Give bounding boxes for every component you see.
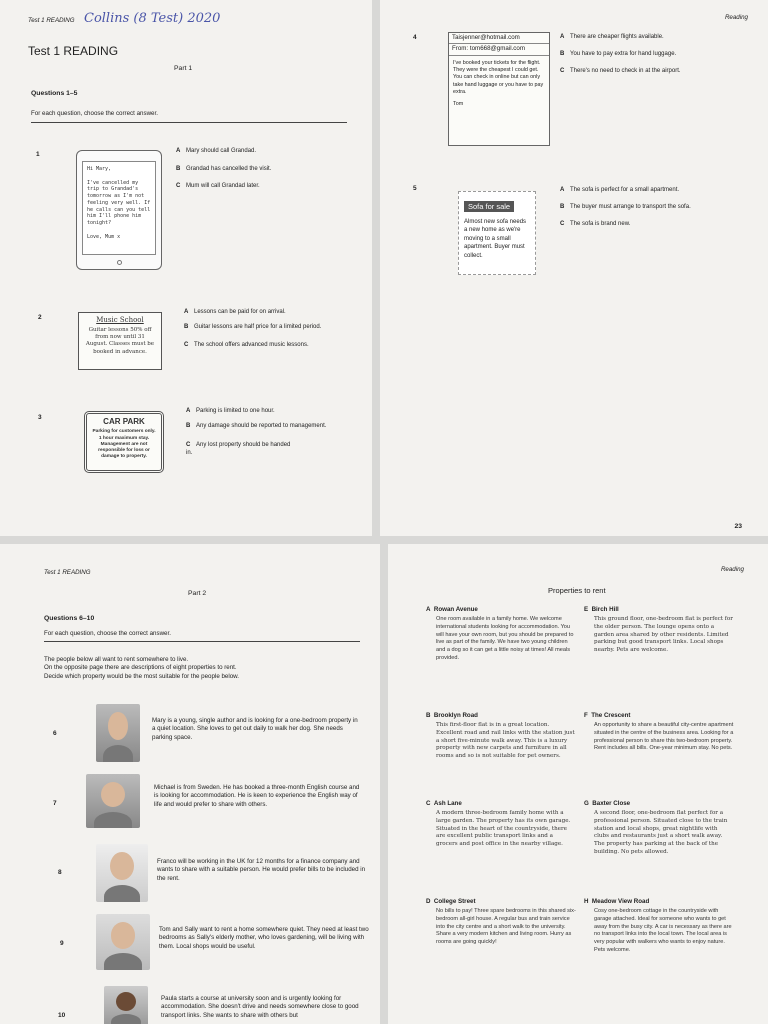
email-message	[448, 32, 550, 146]
person-description: Mary is a young, single author and is looking for a one-bedroom property in a quiet location. She loves to get out daily to walk her dog. She needs parking space.	[152, 717, 358, 741]
sofa-for-sale-note	[458, 191, 536, 275]
question-number: 10	[58, 1012, 66, 1019]
property-description: Cosy one-bedroom cottage in the countryside with garage attached. Ideal for someone who wants to get away from the busy city. A car is necessary as there are no transport links into the local town. The local area is very popular with walkers who wants to enjoy nature. Pets welcome.	[594, 908, 732, 954]
property-b: B Brooklyn Road This first-floor flat is in a great location. Excellent road and rail links with the station just a short five-minute walk away. This is a luxury property with new carpets and furniture in all rooms and so is not suitable for pet owners.	[426, 712, 575, 760]
question-number: 7	[53, 800, 57, 807]
property-name: Brooklyn Road	[433, 712, 478, 719]
property-a: A Rowan Avenue One room available in a family home. We welcome international students looking for accommodation. You will have your own room, but you should be prepared to live as part of the family. We have two young children and a dog so it can get a little noisy at times! All meals provided.	[426, 606, 576, 663]
email-to: Taisjenner@hotmail.com	[449, 33, 549, 44]
option-a: A Parking is limited to one hour.	[186, 408, 275, 414]
home-button-icon	[117, 260, 122, 265]
property-name: Meadow View Road	[591, 898, 650, 905]
property-g: G Baxter Close A second floor, one-bedroom flat perfect for a professional person. Situated close to the train station and local shops, great nightlife with clubs and restaurants just a short walk away. The property has parking at the back of the building. No pets allowed.	[584, 800, 734, 857]
option-c: C The school offers advanced music lessons.	[184, 342, 309, 348]
part-heading: Part 1	[174, 65, 193, 72]
person-photo	[96, 844, 148, 902]
property-description: This first-floor flat is in a great location. Excellent road and rail links with the station just a short five-minute walk away. This is a luxury property with new carpets and furniture in all rooms and so is not suitable for pet owners.	[436, 722, 575, 760]
property-name: Baxter Close	[592, 800, 631, 807]
option-a: A Mary should call Grandad.	[176, 148, 257, 154]
option-b: B Guitar lessons are half price for a limited period.	[184, 324, 322, 330]
question-number: 3	[38, 414, 42, 421]
property-h: H Meadow View Road Cosy one-bedroom cottage in the countryside with garage attached. Ideal for someone who wants to get away from the busy city. A car is necessary as there are no transport links into the local town. The local area is very popular with walkers who wants to enjoy nature. Pets welcome.	[584, 898, 734, 955]
option-b: B Any damage should be reported to management.	[186, 423, 327, 429]
person-description: Tom and Sally want to rent a home somewhere quiet. They need at least two bedrooms as Sally's elderly mother, who loves gardening, will be living with them. Local shops would be useful.	[159, 926, 369, 950]
question-number: 5	[413, 185, 417, 192]
property-name: Rowan Avenue	[433, 606, 478, 613]
email-from: From: tom668@gmail.com	[449, 44, 549, 55]
property-description: A second floor, one-bedroom flat perfect for a professional person. Situated close to the train station and local shops, great nightlife with clubs and restaurants just a short walk away. The property has parking at the back of the building. No pets allowed.	[594, 810, 728, 856]
property-c: C Ash Lane A modern three-bedroom family home with a large garden. The property has its own garage. Situated in the heart of the countryside, there are excellent public transport links and a grocers and post office in the nearby village.	[426, 800, 576, 849]
option-c: C Mum will call Grandad later.	[176, 183, 260, 189]
person-photo	[86, 774, 140, 828]
option-a: A There are cheaper flights available.	[560, 34, 664, 40]
music-school-notice	[78, 312, 162, 370]
instruction: For each question, choose the correct answer.	[31, 110, 158, 117]
property-description: One room available in a family home. We welcome international students looking for accommodation. You will have your own room, but you should be prepared to live as part of the family. We have two young children and a dog so it can get a little noisy at times! All meals provided.	[436, 616, 574, 662]
email-signature: Tom	[453, 101, 464, 108]
property-description: This ground floor, one-bedroom flat is perfect for the older person. The lounge opens onto a garden area shared by other residents. Limited parking but good transport links. Local shops nearby. Pets are welcome.	[594, 616, 733, 654]
part-heading: Part 2	[188, 590, 207, 597]
notice-text: Parking for customers only. 1 hour maximum stay. Management are not responsible for loss or damage to property.	[92, 429, 156, 460]
car-park-notice	[84, 411, 164, 473]
notice-text: Almost new sofa needs a new home as we're moving to a small apartment. Buyer must collect.	[464, 219, 527, 259]
option-b: B The buyer must arrange to transport the sofa.	[560, 204, 691, 210]
person-photo	[104, 986, 148, 1024]
property-name: The Crescent	[591, 712, 631, 719]
text-message: Hi Mary, I've cancelled my trip to Grandad's tomorrow as I'm not feeling very well. If he calls can you tell him I'll phone him tonight? Love, Mum x	[82, 161, 156, 255]
person-photo	[96, 914, 150, 970]
email-body: I've booked your tickets for the flight. They were the cheapest I could get. You can check in online but can only take hand luggage or you have to pay extra.	[453, 59, 544, 95]
notice-text: Guitar lessons 50% off from now until 31 August. Classes must be booked in advance.	[85, 327, 155, 355]
running-header: Reading	[724, 14, 748, 21]
person-photo	[96, 704, 140, 762]
person-description: Michael is from Sweden. He has booked a three-month English course and is looking for accommodation. He is keen to experience the English way of life and would prefer to share with others.	[154, 784, 360, 808]
question-number: 9	[60, 940, 64, 947]
divider	[44, 641, 360, 642]
notice-title: CAR PARK	[103, 417, 145, 426]
handwritten-note: Collins (8 Test) 2020	[84, 11, 221, 26]
running-header: Test 1 READING	[44, 569, 91, 576]
option-b: B Grandad has cancelled the visit.	[176, 166, 272, 172]
property-name: Ash Lane	[433, 800, 462, 807]
questions-heading: Questions 1–5	[31, 90, 78, 97]
page-title: Properties to rent	[548, 586, 606, 595]
question-number: 1	[36, 151, 40, 158]
notice-title: Sofa for sale	[464, 201, 514, 212]
page-title: Test 1 READING	[28, 44, 119, 58]
page-test1-part1	[0, 0, 372, 536]
page-number: 23	[734, 523, 742, 530]
page-properties-to-rent	[388, 544, 768, 1024]
instruction: For each question, choose the correct answer.	[44, 630, 171, 637]
property-description: An opportunity to share a beautiful city-centre apartment situated in the centre of the business area. Looking for a professional person to share this two-bedroom property. Rent includes all bills. One-year minimum stay. No pets.	[594, 722, 734, 752]
property-name: College Street	[433, 898, 476, 905]
property-e: E Birch Hill This ground floor, one-bedroom flat is perfect for the older person. The lounge opens onto a garden area shared by other residents. Limited parking but good transport links. Local shops nearby. Pets are welcome.	[584, 606, 733, 654]
property-f: F The Crescent An opportunity to share a beautiful city-centre apartment situated in the centre of the business area. Looking for a professional person to share this two-bedroom property. Rent includes all bills. One-year minimum stay. No pets.	[584, 712, 734, 752]
page-test1-part2	[0, 544, 380, 1024]
page-test1-part1-continued	[380, 0, 768, 536]
divider	[31, 122, 347, 123]
option-c: C The sofa is brand new.	[560, 221, 631, 227]
option-a: A The sofa is perfect for a small apartment.	[560, 187, 680, 193]
notice-title: Music School	[96, 316, 144, 324]
question-number: 6	[53, 730, 57, 737]
option-a: A Lessons can be paid for on arrival.	[184, 309, 286, 315]
option-c: C There's no need to check in at the airport.	[560, 68, 681, 74]
property-name: Birch Hill	[591, 606, 619, 613]
questions-heading: Questions 6–10	[44, 615, 95, 622]
person-description: Paula starts a course at university soon and is urgently looking for accommodation. She doesn't drive and needs somewhere close to good transport links. She wants to share with others but	[161, 995, 359, 1019]
question-number: 2	[38, 314, 42, 321]
person-description: Franco will be working in the UK for 12 months for a finance company and wants to share with a suitable person. He would prefer bills to be included in the rent.	[157, 858, 366, 882]
option-b: B You have to pay extra for hand luggage.	[560, 51, 677, 57]
question-number: 4	[413, 34, 417, 41]
phone-message	[76, 150, 162, 270]
property-d: D College Street No bills to pay! Three spare bedrooms in this shared six-bedroom all-girl house. A regular bus and train service into the city centre and a short walk to the university. Share a very modern kitchen and living room. Hurry as rooms are going quickly!	[426, 898, 576, 946]
running-header: Reading	[720, 566, 744, 573]
intro-text: The people below all want to rent somewhere to live. On the opposite page there are descriptions of eight properties to rent. Decide which property would be the most suitable for the people below.	[44, 656, 240, 680]
question-number: 8	[58, 869, 62, 876]
property-description: No bills to pay! Three spare bedrooms in this shared six-bedroom all-girl house. A regular bus and train service into the city centre and a short walk to the university. Share a very modern kitchen and living room. Hurry as rooms are going quickly!	[436, 908, 576, 946]
option-c: C Any lost property should be handed in.	[186, 442, 291, 457]
property-description: A modern three-bedroom family home with a large garden. The property has its own garage. Situated in the heart of the countryside, there are excellent public transport links and a grocers and post office in the nearby village.	[436, 810, 571, 848]
running-header: Test 1 READING	[28, 17, 75, 24]
